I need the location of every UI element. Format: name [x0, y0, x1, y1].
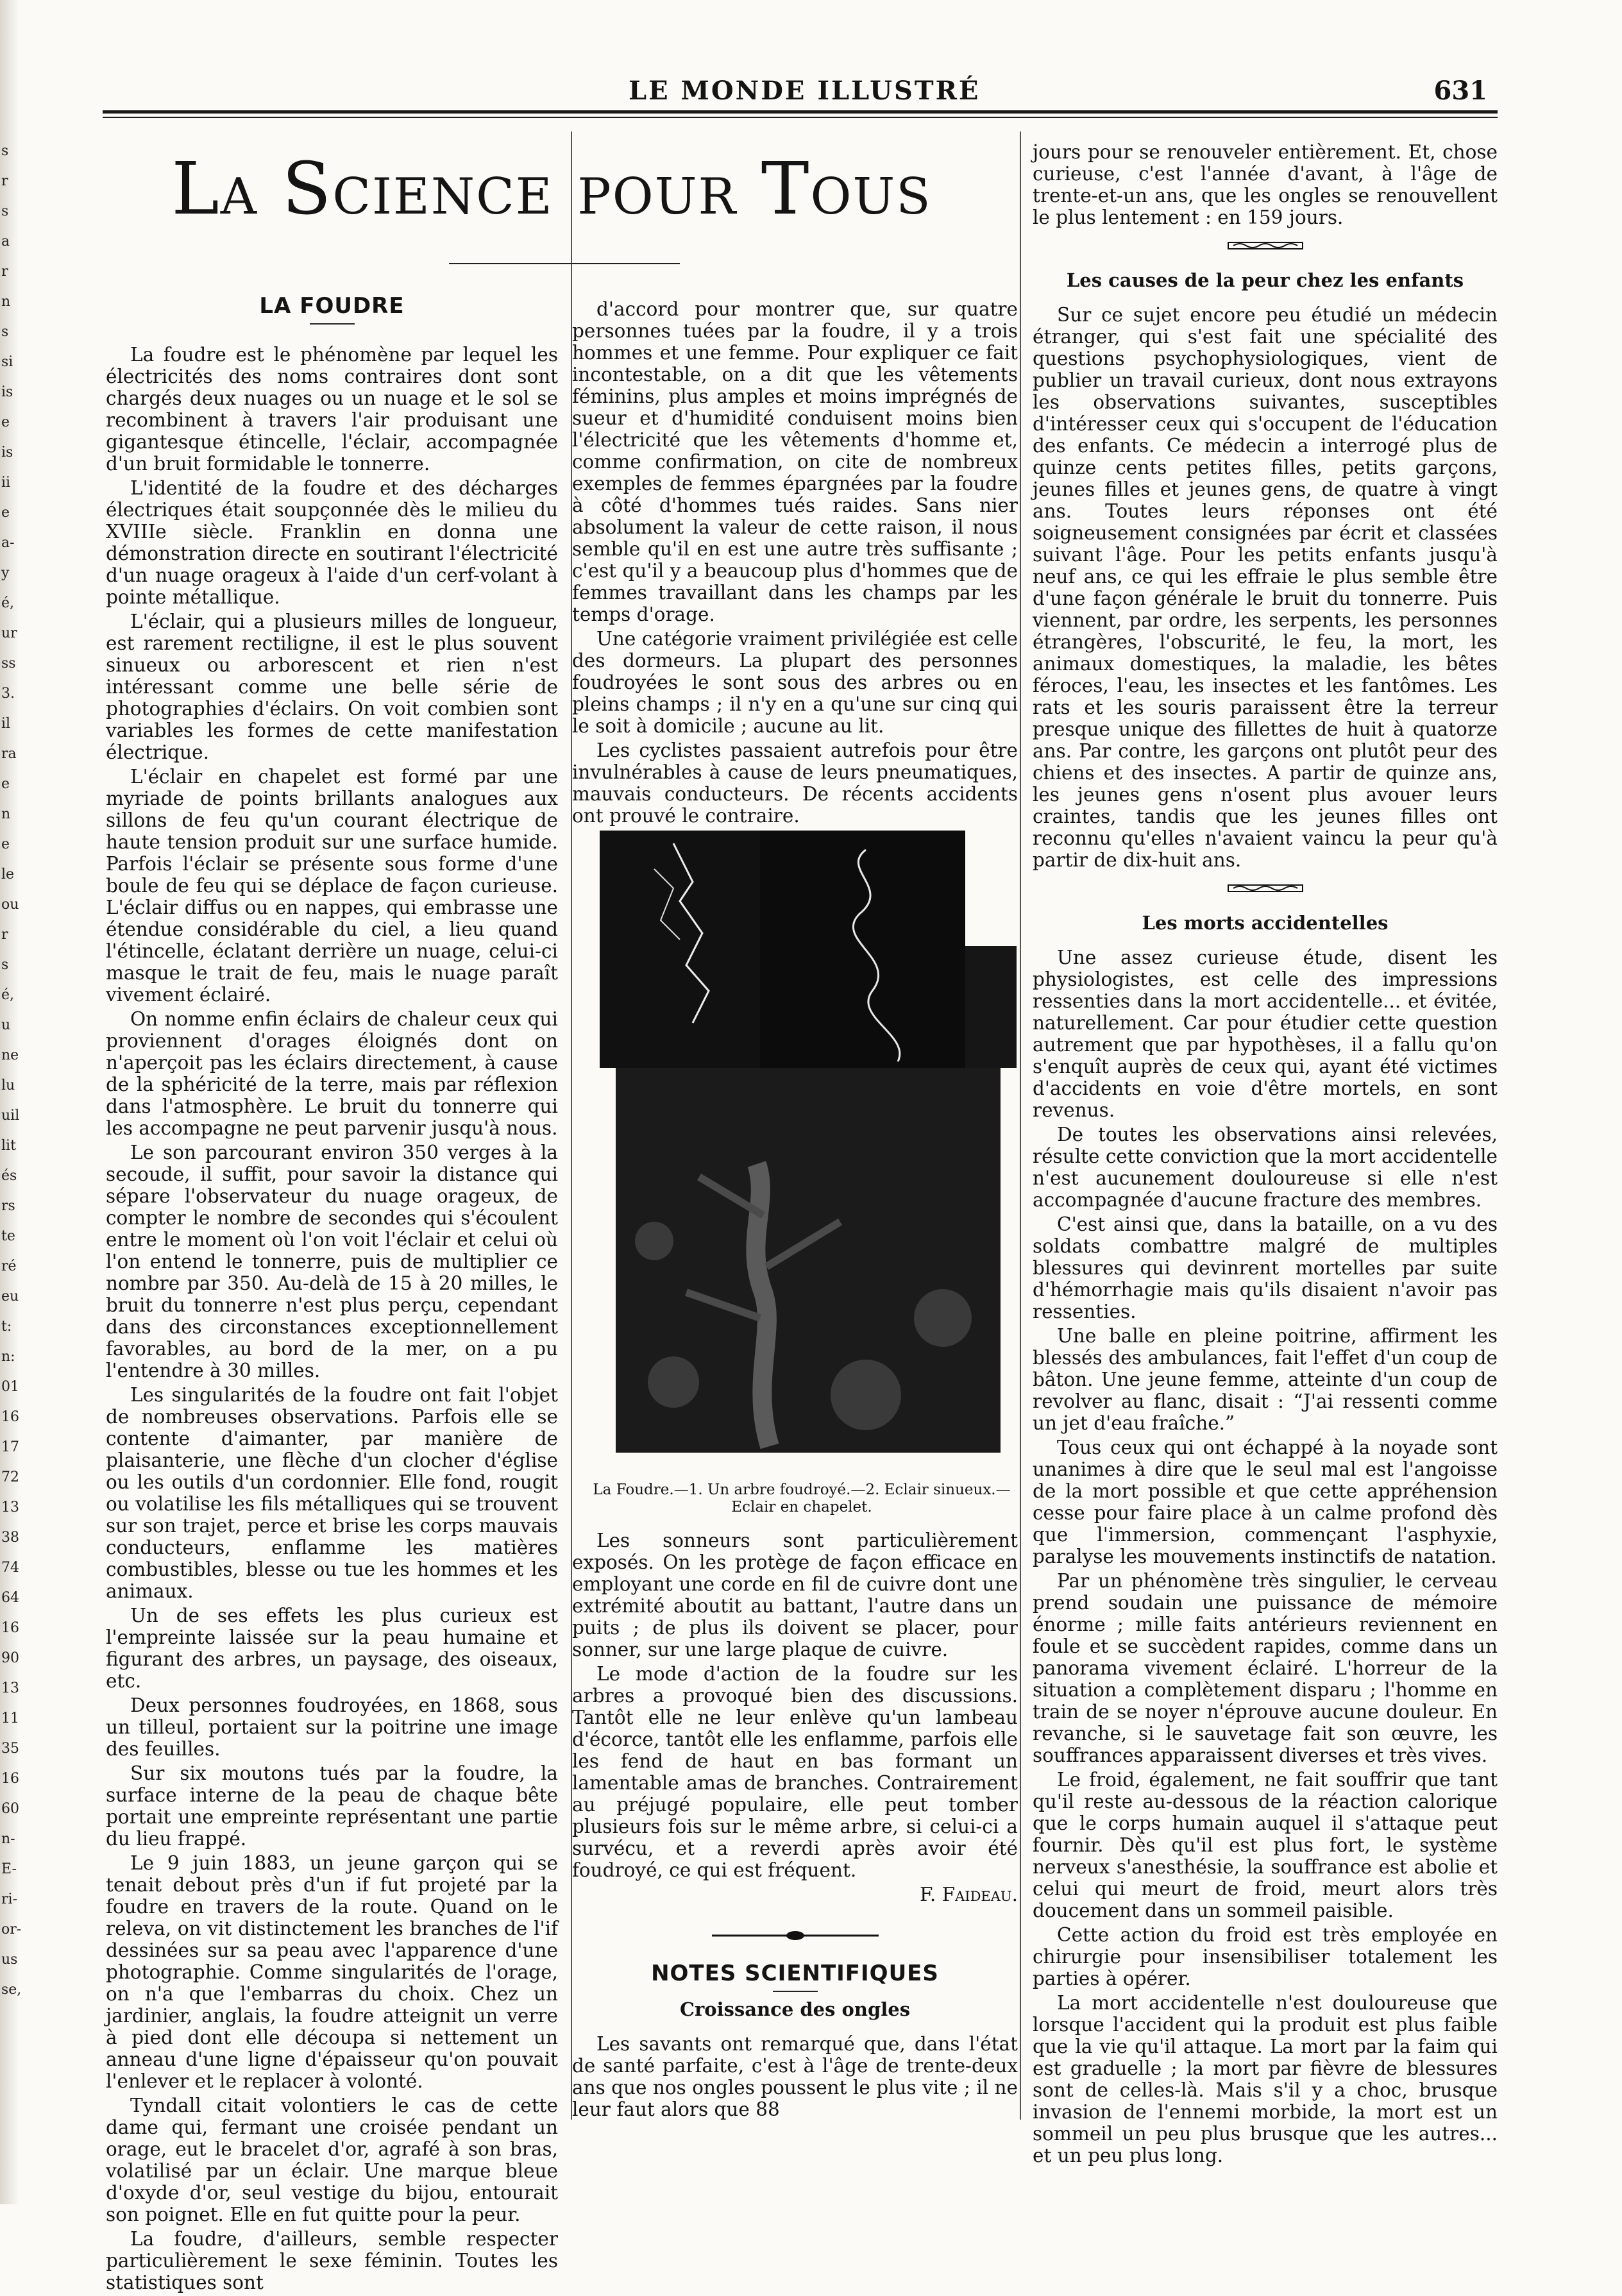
margin-fragment: 01: [1, 1379, 19, 1395]
column-2-lower: [572, 1530, 1018, 2120]
margin-fragment: 64: [1, 1590, 19, 1606]
column-2: [572, 298, 1018, 829]
margin-fragment: 38: [1, 1530, 19, 1546]
margin-fragment: e: [1, 836, 10, 852]
margin-fragment: 72: [1, 1469, 19, 1485]
paragraph: Le froid, également, ne fait souffrir que tant qu'il reste au-dessous de la réaction calorique que le corps humain auquel il s'attaque peut fournir. Dès qu'il est plus fort, le système nerveux s'anesthésie, la souffrance est abolie et celui qui meurt de froid, meurt alors très doucement dans un sommeil paisible.: [1033, 1769, 1498, 1921]
page-number: 631: [1433, 76, 1487, 106]
header-rule: [103, 110, 1498, 114]
column-rule-2: [1020, 131, 1021, 2120]
margin-fragment: t:: [1, 1319, 12, 1335]
article-title: LA FOUDRE: [259, 293, 405, 319]
paragraph: Sur six moutons tués par la foudre, la surface interne de la peau de chaque bête portait une empreinte représentant une partie du lieu frappé.: [106, 1762, 558, 1850]
paragraph: Tous ceux qui ont échappé à la noyade sont unanimes à dire que le seul mal est l'angoisse de la mort possible et que cette appréhension cesse pour faire place à un calme profond dès que l'immersion, commençant l'asphyxie, paralyse les mouvements instinctifs de natation.: [1033, 1437, 1498, 1567]
margin-fragment: 16: [1, 1409, 19, 1425]
article-continuation: [572, 298, 1018, 827]
margin-fragment: s: [1, 203, 9, 219]
margin-fragment: e: [1, 505, 10, 521]
paragraph: La foudre, d'ailleurs, semble respecter particulièrement le sexe féminin. Toutes les statistiques sont: [106, 2228, 558, 2293]
margin-fragment: ne: [1, 1047, 19, 1063]
notes-title: NOTES SCIENTIFIQUES: [651, 1961, 939, 1986]
margin-fragment: te: [1, 1228, 15, 1244]
margin-fragment: s: [1, 957, 9, 973]
margin-fragment: é,: [1, 595, 15, 611]
margin-fragment: le: [1, 866, 15, 882]
margin-fragment: ou: [1, 897, 19, 913]
article-continuation-lower: [572, 1530, 1018, 1881]
paragraph: La mort accidentelle n'est douloureuse que lorsque l'accident qui la produit est plus faible que la vie qu'il attaque. La mort par la faim qui est graduelle ; la mort par fièvre de blessures sont de celles-là. Mais s'il y a choc, brusque invasion de l'ennemi morbide, la mort est un sommeil un peu plus brusque que les autres... et un peu plus long.: [1033, 1992, 1498, 2166]
margin-fragment: ur: [1, 625, 17, 641]
margin-fragment: rs: [1, 1198, 15, 1214]
ornament-1: [1033, 235, 1498, 257]
paragraph: Les sonneurs sont particulièrement exposés. On les protège de façon efficace en employant une corde en fil de cuivre dont une extrémité aboutit au battant, l'autre dans un puits ; de plus ils doivent se placer, pour sonner, sur une large plaque de cuivre.: [572, 1530, 1018, 1660]
margin-fragment: a: [1, 233, 10, 249]
margin-fragment: 11: [1, 1710, 19, 1726]
paragraph: On nomme enfin éclairs de chaleur ceux qui proviennent d'orages éloignés dont on n'aperçoit pas les éclairs directement, à cause de la sphéricité de la terre, mais par réflexion dans l'atmosphère. Le bruit du tonnerre qui les accompagne ne peut parvenir jusqu'à nous.: [106, 1008, 558, 1139]
margin-fragment: r: [1, 173, 8, 189]
margin-fragment: és: [1, 1168, 17, 1184]
paragraph: Le son parcourant environ 350 verges à la secoude, il suffit, pour savoir la distance qui sépare l'observateur du nuage orageux, de compter le nombre de secondes qui s'écoulent entre le moment où l'on voit l'éclair et celui où l'on entend le tonnerre, puis de multiplier ce nombre par 350. Au-delà de 15 à 20 milles, le bruit du tonnerre n'est plus perçu, cependant dans des circonstances exceptionnellement favorables, au bord de la mer, on a pu l'entendre à 30 milles.: [106, 1142, 558, 1381]
paragraph: L'éclair en chapelet est formé par une myriade de points brillants analogues aux sillons de feu qu'un courant électrique de haute tension produit sur une surface humide. Parfois l'éclair se présente sous forme d'une boule de feu qui se déplace de façon curieuse. L'éclair diffus ou en nappes, qui embrasse une étendue considérable du ciel, a lieu quand l'étincelle, éclatant derrière un nuage, celui-ci masque le trait de feu, mais le nuage paraît vivement éclairé.: [106, 766, 558, 1006]
margin-fragment: 13: [1, 1499, 19, 1515]
margin-fragment: us: [1, 1952, 18, 1968]
margin-fragment: n:: [1, 1349, 15, 1365]
paragraph: Une balle en pleine poitrine, affirment les blessés des ambulances, fait l'effet d'un coup de bâton. Une jeune femme, atteinte d'un coup de revolver au flanc, disait : “J'ai ressenti comme un jet d'eau fraîche.”: [1033, 1325, 1498, 1434]
section-body-deaths: [1033, 947, 1498, 2166]
margin-fragment: r: [1, 927, 8, 943]
margin-fragment: 60: [1, 1801, 19, 1817]
margin-fragment: eu: [1, 1288, 19, 1304]
margin-fragment: si: [1, 354, 13, 370]
margin-fragment: 13: [1, 1680, 19, 1696]
margin-fragment: é,: [1, 987, 15, 1003]
lightning-photo-3: [965, 946, 1017, 1068]
margin-fragment: lu: [1, 1077, 15, 1093]
margin-fragment: e: [1, 776, 10, 792]
paragraph: Deux personnes foudroyées, en 1868, sous un tilleul, portaient sur la poitrine une image des feuilles.: [106, 1694, 558, 1760]
section-body-fear: [1033, 304, 1498, 871]
paragraph: Le 9 juin 1883, un jeune garçon qui se tenait debout près d'un if fut projeté par la foudre en travers de la route. Quand on le releva, on vit distinctement les branches de l'if dessinées sur sa peau avec l'apparence d'une photographie. Comme singularités de l'orage, on n'a que l'embarras du choix. Chez un jardinier, anglais, la foudre atteignit un verre à pied dont elle découpa si nettement un anneau d'une ligne d'épaisseur qu'on pouvait l'enlever et le replacer à volonté.: [106, 1852, 558, 2092]
margin-fragment: 17: [1, 1439, 19, 1455]
paragraph: Les singularités de la foudre ont fait l'objet de nombreuses observations. Parfois elle se contente d'aimanter, par manière de plaisanterie, une flèche d'un clocher d'église ou les outils d'un cordonnier. Elle fond, rougit ou volatilise les fils métalliques qui se trouvent sur son trajet, perce et brise les corps mauvais conducteurs, enflamme les matières combustibles, blesse ou tue les hommes et les animaux.: [106, 1384, 558, 1602]
title-underline: [310, 323, 355, 325]
lightning-illustration: [596, 831, 1017, 1456]
margin-fragment: n-: [1, 1831, 15, 1847]
margin-fragment: ss: [1, 655, 16, 671]
margin-fragment: 74: [1, 1560, 19, 1576]
paragraph: Cette action du froid est très employée en chirurgie pour insensibiliser totalement les parties à opérer.: [1033, 1924, 1498, 1989]
notes-paragraph: Les savants ont remarqué que, dans l'état de santé parfaite, c'est à l'âge de trente-deux ans que nos ongles poussent le plus vite ; il ne leur faut alors que 88: [572, 2033, 1018, 2120]
margin-fragment: a-: [1, 535, 15, 551]
margin-fragment: y: [1, 565, 10, 581]
margin-fragment: or-: [1, 1921, 22, 1937]
paragraph: Par un phénomène très singulier, le cerveau prend soudain une puissance de mémoire énorme ; mille faits antérieurs reviennent en foule et se succèdent rapides, comme dans un panorama vivement éclairé. L'horreur de la situation a complètement disparu ; l'homme en train de se noyer n'éprouve aucune douleur. En revanche, si le sauvetage fait son œuvre, les souffrances apparaissent diverses et très vives.: [1033, 1570, 1498, 1766]
margin-fragment: 16: [1, 1771, 19, 1787]
margin-fragment: ii: [1, 475, 11, 491]
margin-fragment: 90: [1, 1650, 19, 1666]
main-title: La Science pour Tous: [171, 148, 932, 231]
paragraph: Sur ce sujet encore peu étudié un médecin étranger, qui s'est fait une spécialité des questions psychophysiologiques, vient de publier un travail curieux, dont nous extrayons les observations suivantes, susceptibles d'intéresser ceux qui s'occupent de l'éducation des enfants. Ce médecin a interrogé plus de quinze cents petites filles, petits garçons, jeunes filles et jeunes gens, de quatre à vingt ans. Toutes leurs réponses ont été soigneusement consignées par écrit et classées suivant l'âge. Pour les petits enfants jusqu'à neuf ans, ce qui les effraie le plus semble être d'une façon générale le bruit du tonnerre. Puis viennent, par ordre, les serpents, les personnes étrangères, l'obscurité, le feu, la mort, les animaux domestiques, la maladie, les bêtes féroces, l'eau, les insectes et les fantômes. Les rats et les souris paraissent être la terreur presque unique des fillettes de huit à quatorze ans. Par contre, les garçons ont plutôt peur des chiens et des insectes. A partir de quinze ans, les jeunes gens n'osent plus avouer leurs craintes, tandis que les jeunes filles ont reconnu qu'elles n'avaient vaincu la peur qu'à partir de dix-huit ans.: [1033, 304, 1498, 871]
margin-fragment: lit: [1, 1138, 16, 1154]
margin-fragment: il: [1, 716, 11, 732]
margin-fragment: r: [1, 264, 8, 280]
author-signature: F. Faideau.: [920, 1884, 1018, 1905]
margin-fragment: n: [1, 806, 11, 822]
paragraph: De toutes les observations ainsi relevées, résulte cette conviction que la mort accidentelle n'est aucunement douloureuse si elle n'est accompagnée d'aucune fracture des membres.: [1033, 1124, 1498, 1211]
margin-fragment: ri-: [1, 1891, 17, 1907]
section-title-deaths: Les morts accidentelles: [1142, 912, 1389, 934]
running-title: LE MONDE ILLUSTRÉ: [629, 76, 981, 106]
paragraph: L'éclair, qui a plusieurs milles de longueur, est rarement rectiligne, il est le plus souvent sinueux ou arborescent et rien n'est intéressant comme une belle série de photographies d'éclairs. On voit combien sont variables les formes de cette manifestation électrique.: [106, 611, 558, 763]
margin-fragment: uil: [1, 1108, 20, 1124]
margin-fragment: 35: [1, 1741, 19, 1757]
title-rule: [449, 263, 680, 264]
paragraph: d'accord pour montrer que, sur quatre personnes tuées par la foudre, il y a trois hommes et une femme. Pour expliquer ce fait incontestable, on a dit que les vêtements féminins, plus amples et moins imprégnés de sueur et d'humidité conduisent moins bien l'électricité que les vêtements d'homme et, comme confirmation, on cite de nombreux exemples de femmes épargnées par la foudre à côté d'hommes tués raides. Sans nier absolument la valeur de cette raison, il nous semble qu'il en est une autre très suffisante ; c'est qu'il y a beaucoup plus d'hommes que de femmes travaillant dans les champs par les temps d'orage.: [572, 298, 1018, 625]
column-3: [1033, 141, 1498, 2169]
paragraph: Une assez curieuse étude, disent les physiologistes, est celle des impressions ressenties dans la mort accidentelle... et évitée, naturellement. Car pour étudier cette question autrement que par hypothèses, il a fallu qu'on s'enquît auprès de ceux qui, ayant été victimes d'accidents en voie d'être mortels, en sont revenus.: [1033, 947, 1498, 1121]
lightning-photo-2: [760, 831, 965, 1068]
margin-fragment: u: [1, 1017, 11, 1033]
margin-fragment: e: [1, 414, 10, 430]
notes-subtitle: Croissance des ongles: [679, 1998, 911, 2020]
margin-fragment: E-: [1, 1861, 17, 1877]
ornament-divider: [572, 1925, 1018, 1946]
notes-continuation: jours pour se renouveler entièrement. Et, chose curieuse, c'est l'année d'avant, à l'âge de trente-et-un ans, que les ongles se renouvellent le plus lentement : en 159 jours.: [1033, 141, 1498, 228]
paragraph: Tyndall citait volontiers le cas de cette dame qui, fermant une croisée pendant un orage, eut le bracelet d'or, agrafé à son bras, volatilisé par un éclair. Une marque bleue d'oxyde d'or, seul vestige du bijou, entourait son poignet. Elle en fut quitte pour la peur.: [106, 2095, 558, 2225]
margin-fragment: n: [1, 294, 11, 310]
ornament-2: [1033, 877, 1498, 899]
paragraph: L'identité de la foudre et des décharges électriques était soupçonnée dès le milieu du XVIIIe siècle. Franklin en donna une démonstration directe en soutirant l'électricité d'un nuage orageux à l'aide d'un cerf-volant à pointe métallique.: [106, 477, 558, 608]
margin-fragment: is: [1, 444, 13, 460]
margin-fragment: ra: [1, 746, 17, 762]
paragraph: C'est ainsi que, dans la bataille, on a vu des soldats combattre malgré de multiples blessures qui devinrent mortelles par suite d'hémorrhagie mais qu'ils disaient n'avoir pas ressenties.: [1033, 1213, 1498, 1322]
notes-underline: [773, 1991, 818, 1992]
margin-fragment: ré: [1, 1258, 17, 1274]
margin-fragment: se,: [1, 1982, 22, 1998]
paragraph: La foudre est le phénomène par lequel les électricités des noms contraires dont sont chargés deux nuages ou un nuage et le sol se recombinent à travers l'air produisant une gigantesque étincelle, l'éclair, accompagnée d'un bruit formidable le tonnerre.: [106, 344, 558, 475]
lightning-photo-1: [600, 831, 760, 1068]
paragraph: Les cyclistes passaient autrefois pour être invulnérables à cause de leurs pneumatiques, mauvais conducteurs. De récents accidents ont prouvé le contraire.: [572, 739, 1018, 827]
margin-fragment: 3.: [1, 686, 15, 702]
paragraph: Un de ses effets les plus curieux est l'empreinte laissée sur la peau humaine et figurant des arbres, un paysage, des oiseaux, etc.: [106, 1605, 558, 1692]
paragraph: Une catégorie vraiment privilégiée est celle des dormeurs. La plupart des personnes foudroyées le sont sous des arbres ou en pleins champs ; il n'y en a qu'une sur cinq qui le soit à domicile ; aucune au lit.: [572, 628, 1018, 737]
margin-fragment: s: [1, 143, 9, 159]
paragraph: Le mode d'action de la foudre sur les arbres a provoqué bien des discussions. Tantôt elle ne leur enlève qu'un lambeau d'écorce, tantôt elle les enflamme, parfois elle les fend de haut en bas formant un lamentable amas de branches. Contrairement au préjugé populaire, elle peut tomber plusieurs fois sur le même arbre, si celui-ci a survécu, et a reverdi après avoir été foudroyé, ce qui est fréquent.: [572, 1663, 1018, 1881]
margin-fragment: s: [1, 324, 9, 340]
section-title-fear: Les causes de la peur chez les enfants: [1066, 269, 1464, 291]
margin-fragment: 16: [1, 1620, 19, 1636]
margin-fragment: is: [1, 384, 13, 400]
article-body: [106, 344, 558, 2293]
header-rule-thin: [103, 117, 1498, 118]
illustration-caption: La Foudre.—1. Un arbre foudroyé.—2. Eclair sinueux.— Eclair en chapelet.: [593, 1481, 1011, 1515]
column-1: [106, 295, 558, 2296]
